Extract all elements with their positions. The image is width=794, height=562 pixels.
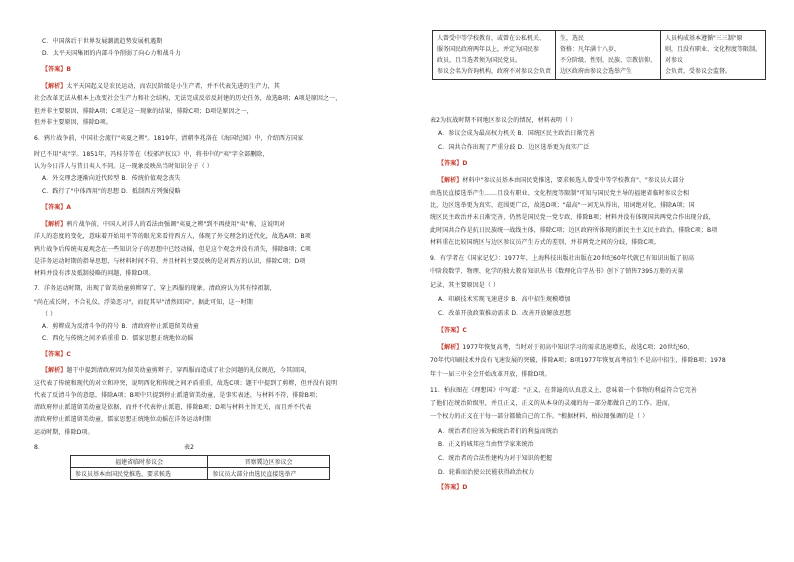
text-line: 洋人的态度的变化，意味着开始用平等的眼光来看待西方人，体现了外交理念的近代化，故选A项；B项 — [34, 233, 311, 240]
text-line: 清政府停止派遣留美幼童是依据，而并不代表停止派遣，排除B项；D项与材料主旨无关，而且并不代表 — [34, 404, 312, 411]
text-line: 【答案】D — [438, 484, 468, 491]
table-cell: 参议员基本由国民党推选，要求候选 — [71, 468, 208, 480]
text-line: 运动时期，排除D项。 — [34, 429, 94, 436]
text-line: 时已不用"夷"字。1851年，冯桂芬等在《校邠庐抗议》中，将书中的"夷"字全部删除， — [34, 151, 269, 158]
table-cell: 参议员大部分由选民直接选举产 — [208, 468, 330, 480]
text-line: 代表了反清斗争的意愿，排除A项；B项中只提到停止派遣留美幼童，是事实表述，与材料不符，排除B项； — [34, 392, 322, 399]
explanation-tag: 【解析】 — [438, 344, 463, 351]
text-line: 但并非主要原因，排除A项；C项是这一现象的结果，排除C项；D项是原因之一， — [34, 108, 253, 115]
explanation-tag: 【解析】 — [438, 177, 463, 184]
text-line: 认为今日洋人与昔日夷人不同。这一现象反映出当时知识分子（ ） — [34, 163, 213, 170]
text-line: D．轮番而治使公民能获得政治权力 — [438, 469, 535, 476]
text-line: A．参议会成为最高权力机关 B．国统区民主政治日渐完善 — [438, 130, 595, 137]
text-line: 社会改革无法从根本上改变社会生产力和社会结构，无法完成反帝反封建的历史任务，故选B项；A项是原因之一， — [34, 95, 342, 102]
text-line: 但并非主要原因，排除D项。 — [34, 119, 112, 126]
text-line: 一个权力的正义在于每一部分都做自己的工作。"根据材料，柏拉图强调的是（ ） — [430, 413, 649, 420]
table-row — [71, 468, 330, 480]
text-line: A．印刷技术实现飞速进步 B．高中招生规模增加 — [438, 296, 571, 303]
text-line: 8． — [34, 444, 45, 451]
text-line: 鸦片战争后传统夷夏观念在一些知识分子的思想中已经动摇，但是这个观念并没有消失，排除B项；C项 — [34, 246, 311, 253]
text-line: C．国共合作出现了严重分歧 D．边区选举更为真实广泛 — [438, 144, 590, 151]
text-line: 材料并没有涉及抵制侵略的问题，排除D项。 — [34, 270, 155, 277]
text-line: 【答案】D — [438, 160, 468, 167]
text-line: C．改革开放政策推动需求 D．改善开放解放思想 — [438, 310, 572, 317]
explanation-text: 题干中提到清政府因为留美幼童剪辫子，穿西服而造成了社会问题的礼仪规范，今其回国， — [66, 367, 311, 374]
text-line: C．西化与传统之间矛盾重重 D．儒家思想正统地位动摇 — [42, 335, 194, 342]
text-line: 70年代印刷技术并没有飞速发展的突破，排除A项；B项1977年恢复高考招生不是高中招生，排除B项；1978 — [430, 357, 726, 364]
table-title: 表2 — [184, 444, 195, 451]
text-line: C．统治者的合法性建构为对于知识的把握 — [438, 455, 553, 462]
text-line: 记录，其主要原因是（ ） — [430, 282, 500, 289]
text-line: 【答案】B — [42, 66, 72, 73]
text-line: 表2为抗战时期不同地区参议会的情况，材料表明（ ） — [430, 117, 577, 124]
text-line: 这代表了传统和现代的对立和冲突，说明西化和传统之间矛盾重重，故选C项；题干中提到了剪辫，但并没有说明 — [34, 380, 338, 387]
text-line — [42, 83, 280, 90]
text-line: D．太平天国集团的内部斗争削弱了向心力和战斗力 — [42, 50, 181, 57]
text-line: 【答案】C — [438, 327, 467, 334]
text-line: B．正义的城邦应当由哲学家来统治 — [438, 441, 534, 448]
table-cell: 生，选民 资格：凡年满十八岁， 不分阶级、性别、民族、宗教信仰、 边区政府由参议会选举产生 — [556, 31, 661, 80]
text-line: 6．鸦片战争前，中国社会流行"夷夏之辨"。1819年，清朝李兆洛在《海国纪闻》中，介绍西方国家 — [34, 135, 304, 142]
comparison-table-continued — [432, 30, 766, 80]
text-line — [438, 344, 693, 351]
text-line: 7．洋务运动时期，出现了留美幼童剪辫穿了，穿上西服的现象。清政府认为其有悖祖制， — [34, 285, 276, 292]
table-cell: 晋察冀边区参议会 — [208, 456, 330, 468]
text-line — [438, 177, 685, 184]
text-line: 材料重在比较国统区与边区参议员产生方式的差别，并非两党之间的分歧，排除C项。 — [430, 239, 660, 246]
text-line: 清政府停止派遣留美幼童，儒家思想正统地位动摇在洋务运动时期 — [34, 416, 211, 423]
table-cell: 人员构成基本遵循"三三制"原 则，且没有职业、文化程度等限制。 对参议 会负责，受参议会监督。 — [661, 31, 766, 80]
explanation-text: 材料中"参议员基本由国民党推选，要求候选人曾受中等学校教育"、"参议员大部分 — [462, 177, 685, 184]
explanation-text: 太平天国起义是农民运动，而农民阶级是小生产者，并不代表先进的生产力，其 — [66, 83, 280, 90]
text-line: 【答案】A — [42, 204, 72, 211]
comparison-table — [70, 455, 330, 480]
text-line: A．统治者们应该为被统治者们的利益而统治 — [438, 428, 559, 435]
explanation-tag: 【解析】 — [42, 367, 67, 374]
text-line: 由选民直接选举产生……且没有职业、文化程度等限制"可知与国民党主导的福建省临时参议会相 — [430, 190, 690, 197]
text-line — [42, 221, 285, 228]
text-line: 是洋务运动时期的指导思想，与材料时间不符，并且材料主要反映的是对西方的认识，排除C项；D项 — [34, 258, 306, 265]
table-cell: 人曾受中等学校教育，或曾在公私机关、 服务国民政府两年以上，并定为国民参 政员，且当选者须为国民党员。 参议会名为咨询机构，政府不对参议会负责 — [433, 31, 556, 80]
text-line: C．践行了"中体西用"的思想 D．抵制西方列强侵略 — [42, 188, 181, 195]
text-line: 11．柏拉图在《理想国》中写道："正义，在普遍的认真意义上，意味着一个事物的利益符合它完善 — [430, 387, 697, 394]
text-line: 此时国共合作是抗日民族统一战线主体，排除C项；边区政府所体现的新民主主义民主政治，排除C项；B项 — [430, 227, 718, 234]
explanation-text: 1977年恢复高考，当时对于初高中知识学习的需求迅速增长，故选C项；20世纪60、 — [462, 344, 694, 351]
text-line: 年十一届三中全会开始改革开放，排除D项。 — [430, 371, 551, 378]
text-line: 统区民主政治并未日渐完善，仍然是国民党一党专政，排除B项；材料并没有体现国共两党合作出现分歧， — [430, 214, 715, 221]
text-line: A．剪辫成为反清斗争的符号 B．清政府停止派遣留美幼童 — [42, 323, 199, 330]
table-row — [71, 456, 330, 468]
text-line: "尚在成长时，不合礼仪，浮染恶习"，而促其早"清然回国"。据此可知，这一时期 — [34, 299, 253, 306]
explanation-tag: 【解析】 — [42, 83, 67, 90]
text-line — [42, 367, 310, 374]
text-line: （ ） — [42, 311, 57, 318]
text-line: 9．有学者在《国家记忆》：1977年，上海科技出版社出版在20世纪60年代就已有知识出版了初高 — [430, 255, 695, 262]
explanation-tag: 【解析】 — [42, 221, 67, 228]
explanation-text: 鸦片战争前，中国人对洋人的看法由强调"夷夏之辨"到不再使用"夷"称，这说明对 — [66, 221, 286, 228]
text-line: A．外交理念逐渐向近代转型 B．传统价值观念丧失 — [42, 175, 181, 182]
text-line: 了他们在统治阶级里，并且正义，正义的从本身的灵魂的每一部分都做自己的工作。进而， — [430, 400, 675, 407]
table-cell: 福建省临时参议会 — [71, 456, 208, 468]
text-line: 中阶段数学、物理、化学的独大教育知识丛书《数理化自学丛书》创下了销售7395万册的天量 — [430, 268, 684, 275]
text-line: 比，边区选举更为真实，范围更广泛，故选D项；"最高"一词无从得出，用词绝对化，排除A项；国 — [430, 202, 695, 209]
text-line: C．中国落后于世界发展潮流趋势发展机遇期 — [42, 38, 163, 45]
text-line: 【答案】C — [42, 351, 71, 358]
table-row — [433, 31, 766, 80]
